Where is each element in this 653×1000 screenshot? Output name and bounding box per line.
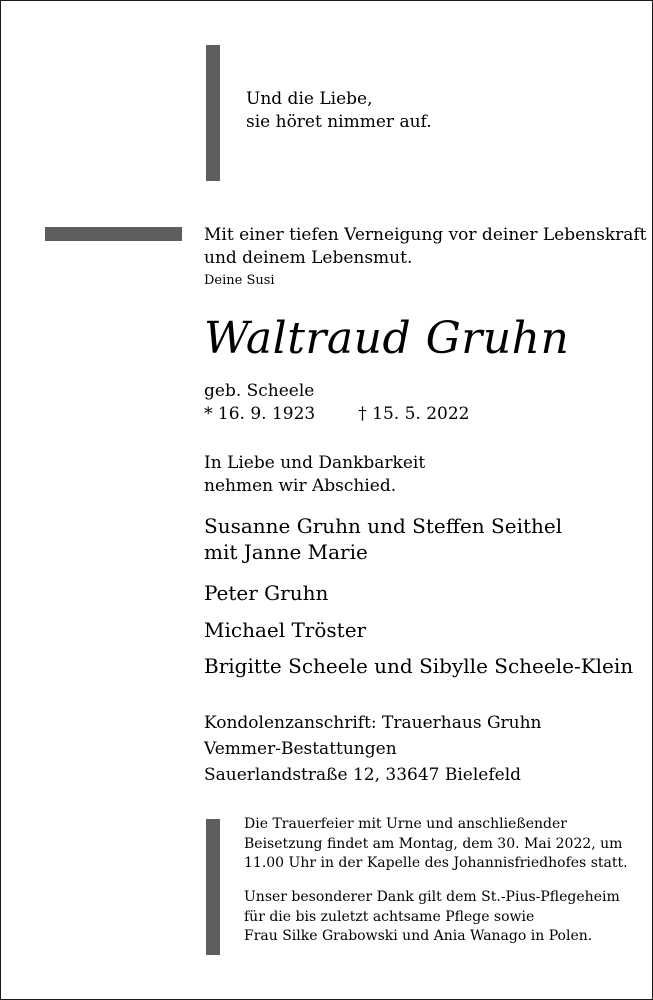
dedication [204,224,647,270]
birth-name: geb. Scheele [204,381,315,401]
deceased-name: Waltraud Gruhn [204,313,570,364]
cross-vertical-bar-top [206,45,220,181]
quote-line: sie höret nimmer auf. [246,112,432,132]
address-line: Sauerlandstraße 12, 33647 Bielefeld [204,765,522,785]
dedication-signature: Deine Susi [204,273,275,288]
thanks-line: Unser besonderer Dank gilt dem St.-Pius-Pflegeheim [244,889,620,905]
condolence-address [204,710,542,788]
ceremony-info [244,815,628,874]
thanks-note [244,888,620,947]
family-group-1 [204,513,562,565]
cross-horizontal-bar [45,227,182,241]
address-line: Kondolenzanschrift: Trauerhaus Gruhn [204,713,542,733]
quote-line: Und die Liebe, [246,89,373,109]
birth-date: * 16. 9. 1923 [204,404,316,424]
family-member: mit Janne Marie [204,540,368,564]
vertical-bar-bottom [206,819,220,955]
thanks-line: für die bis zuletzt achtsame Pflege sowie [244,908,535,925]
family-member: Susanne Gruhn und Steffen Seithel [204,514,563,538]
farewell-text [204,452,425,498]
ceremony-line: Die Trauerfeier mit Urne und anschließender [244,816,567,832]
family-member: Peter Gruhn [204,581,329,605]
ceremony-line: 11.00 Uhr in der Kapelle des Johannisfriedhofes statt. [244,855,628,871]
family-member: Brigitte Scheele und Sibylle Scheele-Klein [204,654,634,678]
farewell-line: In Liebe und Dankbarkeit [204,453,426,473]
dedication-line: und deinem Lebensmut. [204,248,413,268]
dedication-line: Mit einer tiefen Verneigung vor deiner Lebenskraft [204,225,647,245]
bible-quote [246,88,432,134]
family-member: Michael Tröster [204,618,367,642]
address-line: Vemmer-Bestattungen [204,739,397,759]
thanks-line: Frau Silke Grabowski und Ania Wanago in Polen. [244,928,593,944]
death-date: † 15. 5. 2022 [358,404,470,424]
farewell-line: nehmen wir Abschied. [204,476,397,496]
ceremony-line: Beisetzung findet am Montag, dem 30. Mai 2022, um [244,835,623,852]
life-dates [204,403,469,426]
